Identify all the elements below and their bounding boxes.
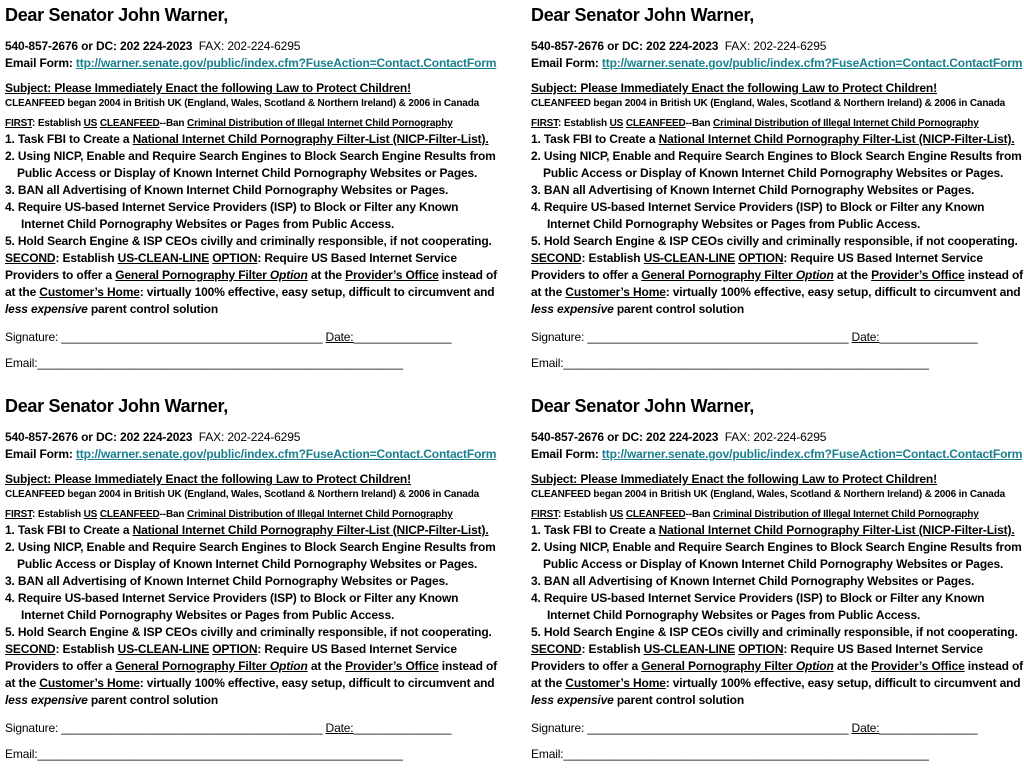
list-item	[5, 131, 505, 148]
email-line[interactable]: ________________________________________________________	[37, 747, 403, 761]
signature-row	[5, 720, 505, 737]
date-line[interactable]: _______________	[353, 721, 452, 735]
list-item: 4. Require US-based Internet Service Providers (ISP) to Block or Filter any Known	[5, 200, 459, 214]
first-text: : Establish	[558, 118, 610, 129]
item1-text: 1. Task FBI to Create a	[531, 132, 659, 146]
at-the-text-2: at the	[531, 285, 566, 299]
list-item: 2. Using NICP, Enable and Require Search Engines to Block Search Engine Results from	[5, 149, 496, 163]
providers-text: Providers to offer a	[5, 268, 116, 282]
subject-line: Subject: Please Immediately Enact the following Law to Protect Children!	[531, 81, 937, 95]
first-label: FIRST	[531, 509, 559, 520]
general-filter	[115, 659, 307, 673]
email-form-line	[5, 55, 505, 72]
second-line	[5, 641, 505, 658]
phone-number: 540-857-2676 or DC: 202 224-2023	[531, 39, 719, 53]
contact-phone-line	[5, 429, 505, 446]
at-the-text-2: at the	[531, 676, 566, 690]
phone-number: 540-857-2676 or DC: 202 224-2023	[5, 39, 193, 53]
option-italic: Option	[269, 268, 308, 282]
email-form-link[interactable]: ttp://warner.senate.gov/public/index.cfm?FuseAction=Contact.ContactForm	[75, 447, 497, 461]
email-label: Email:	[5, 356, 38, 370]
item1-text: 1. Task FBI to Create a	[531, 523, 659, 537]
signature-label: Signature:	[531, 330, 588, 344]
providers-line	[531, 658, 1024, 675]
second-text-b: : Require US Based Internet Service	[783, 642, 983, 656]
effective-text: : virtually 100% effective, easy setup, difficult to circumvent and	[139, 285, 495, 299]
less-expensive-line	[531, 301, 1024, 318]
list-item: 3. BAN all Advertising of Known Internet Child Pornography Websites or Pages.	[5, 183, 449, 197]
option-italic: Option	[269, 659, 308, 673]
letter-card	[5, 391, 505, 775]
less-expensive: less expensive	[531, 693, 614, 707]
contact-phone-line	[5, 38, 505, 55]
date-line[interactable]: _______________	[879, 330, 978, 344]
general-filter	[641, 268, 833, 282]
instead-of-text: instead of	[964, 659, 1023, 673]
less-expensive-line	[5, 692, 505, 709]
instead-of-text: instead of	[964, 268, 1023, 282]
fax-number: FAX: 202-224-6295	[198, 39, 301, 53]
nicp-filter-list: National Internet Child Pornography Filter-List (NICP-Filter-List).	[132, 523, 489, 537]
letter-title: Dear Senator John Warner,	[5, 396, 228, 416]
cleanfeed-label: CLEANFEED	[99, 509, 160, 520]
list-item-continuation: Public Access or Display of Known Internet Child Pornography Websites or Pages.	[543, 557, 1004, 571]
list-item: 3. BAN all Advertising of Known Internet Child Pornography Websites or Pages.	[5, 574, 449, 588]
list-item-continuation: Internet Child Pornography Websites or Pages from Public Access.	[21, 608, 395, 622]
list-item: 2. Using NICP, Enable and Require Search Engines to Block Search Engine Results from	[531, 149, 1022, 163]
second-text: : Establish	[55, 251, 118, 265]
list-item: 4. Require US-based Internet Service Providers (ISP) to Block or Filter any Known	[531, 200, 985, 214]
first-text: : Establish	[558, 509, 610, 520]
parent-control-text: parent control solution	[87, 302, 219, 316]
criminal-distribution: Criminal Distribution of Illegal Internet Child Pornography	[187, 118, 453, 129]
fax-number: FAX: 202-224-6295	[198, 430, 301, 444]
letter-title: Dear Senator John Warner,	[531, 396, 754, 416]
cleanfeed-note: CLEANFEED began 2004 in British UK (England, Wales, Scotland & Northern Ireland) & 2006 in Canada	[531, 489, 1006, 500]
less-expensive: less expensive	[531, 302, 614, 316]
list-item	[5, 522, 505, 539]
ban-text: --Ban	[685, 509, 714, 520]
signature-label: Signature:	[531, 721, 588, 735]
second-label: SECOND	[5, 642, 56, 656]
second-line	[5, 250, 505, 267]
criminal-distribution: Criminal Distribution of Illegal Internet Child Pornography	[713, 118, 979, 129]
email-row	[5, 746, 505, 763]
item1-text: 1. Task FBI to Create a	[5, 523, 133, 537]
fax-number: FAX: 202-224-6295	[724, 39, 827, 53]
ban-text: --Ban	[685, 118, 714, 129]
email-form-label: Email Form:	[531, 447, 599, 461]
list-item	[531, 131, 1024, 148]
first-label: FIRST	[5, 118, 33, 129]
second-text: : Establish	[55, 642, 118, 656]
criminal-distribution: Criminal Distribution of Illegal Internet Child Pornography	[187, 509, 453, 520]
parent-control-text: parent control solution	[613, 302, 745, 316]
signature-line[interactable]: ________________________________________	[61, 721, 323, 735]
first-line	[531, 117, 1024, 131]
email-row	[531, 355, 1024, 372]
cleanfeed-note: CLEANFEED began 2004 in British UK (England, Wales, Scotland & Northern Ireland) & 2006 in Canada	[5, 98, 480, 109]
date-label: Date:	[325, 330, 354, 344]
second-text-b: : Require US Based Internet Service	[257, 642, 457, 656]
at-the-text: at the	[307, 659, 346, 673]
at-the-text: at the	[833, 268, 872, 282]
list-item	[531, 522, 1024, 539]
us-clean-line: US-CLEAN-LINE	[643, 251, 736, 265]
first-label: FIRST	[531, 118, 559, 129]
general-filter-text: General Pornography Filter	[115, 659, 270, 673]
letter-title: Dear Senator John Warner,	[531, 5, 754, 25]
date-label: Date:	[325, 721, 354, 735]
customers-line	[5, 675, 505, 692]
nicp-filter-list: National Internet Child Pornography Filter-List (NICP-Filter-List).	[658, 523, 1015, 537]
us-clean-line: US-CLEAN-LINE	[643, 642, 736, 656]
providers-text: Providers to offer a	[531, 268, 642, 282]
option-label: OPTION	[212, 642, 258, 656]
us-label: US	[609, 118, 624, 129]
signature-label: Signature:	[5, 721, 62, 735]
letter-card	[531, 0, 1024, 384]
instead-of-text: instead of	[438, 268, 497, 282]
list-item-continuation: Public Access or Display of Known Internet Child Pornography Websites or Pages.	[17, 166, 478, 180]
email-form-line	[531, 55, 1024, 72]
first-label: FIRST	[5, 509, 33, 520]
signature-line[interactable]: ________________________________________	[587, 330, 849, 344]
list-item-continuation: Internet Child Pornography Websites or Pages from Public Access.	[547, 217, 921, 231]
nicp-filter-list: National Internet Child Pornography Filter-List (NICP-Filter-List).	[658, 132, 1015, 146]
list-item-continuation: Internet Child Pornography Websites or Pages from Public Access.	[547, 608, 921, 622]
subject-line: Subject: Please Immediately Enact the following Law to Protect Children!	[5, 472, 411, 486]
date-label: Date:	[851, 330, 880, 344]
subject-line: Subject: Please Immediately Enact the following Law to Protect Children!	[5, 81, 411, 95]
second-text: : Establish	[581, 251, 644, 265]
customers-line	[531, 284, 1024, 301]
email-label: Email:	[5, 747, 38, 761]
list-item: 5. Hold Search Engine & ISP CEOs civilly and criminally responsible, if not cooperating.	[531, 234, 1018, 248]
second-text: : Establish	[581, 642, 644, 656]
list-item: 5. Hold Search Engine & ISP CEOs civilly and criminally responsible, if not cooperating.	[5, 234, 492, 248]
providers-text: Providers to offer a	[5, 659, 116, 673]
second-label: SECOND	[5, 251, 56, 265]
less-expensive-line	[531, 692, 1024, 709]
second-label: SECOND	[531, 642, 582, 656]
providers-office: Provider’s Office	[871, 268, 965, 282]
email-form-link[interactable]: ttp://warner.senate.gov/public/index.cfm?FuseAction=Contact.ContactForm	[601, 56, 1023, 70]
less-expensive: less expensive	[5, 693, 88, 707]
date-line[interactable]: _______________	[879, 721, 978, 735]
email-form-link[interactable]: ttp://warner.senate.gov/public/index.cfm?FuseAction=Contact.ContactForm	[601, 447, 1023, 461]
effective-text: : virtually 100% effective, easy setup, difficult to circumvent and	[665, 676, 1021, 690]
customers-home: Customer’s Home	[39, 285, 140, 299]
customers-home: Customer’s Home	[565, 285, 666, 299]
customers-line	[531, 675, 1024, 692]
providers-line	[531, 267, 1024, 284]
cleanfeed-label: CLEANFEED	[99, 118, 160, 129]
general-filter-text: General Pornography Filter	[641, 659, 796, 673]
option-italic: Option	[795, 268, 834, 282]
list-item: 4. Require US-based Internet Service Providers (ISP) to Block or Filter any Known	[5, 591, 459, 605]
letter-card	[531, 391, 1024, 775]
cleanfeed-label: CLEANFEED	[625, 118, 686, 129]
providers-office: Provider’s Office	[345, 659, 439, 673]
date-label: Date:	[851, 721, 880, 735]
cleanfeed-label: CLEANFEED	[625, 509, 686, 520]
list-item-continuation: Internet Child Pornography Websites or Pages from Public Access.	[21, 217, 395, 231]
us-label: US	[609, 509, 624, 520]
list-item-continuation: Public Access or Display of Known Internet Child Pornography Websites or Pages.	[543, 166, 1004, 180]
effective-text: : virtually 100% effective, easy setup, difficult to circumvent and	[139, 676, 495, 690]
email-form-label: Email Form:	[5, 447, 73, 461]
list-item: 2. Using NICP, Enable and Require Search Engines to Block Search Engine Results from	[531, 540, 1022, 554]
second-text-b: : Require US Based Internet Service	[783, 251, 983, 265]
first-line	[5, 508, 505, 522]
customers-home: Customer’s Home	[39, 676, 140, 690]
option-label: OPTION	[212, 251, 258, 265]
nicp-filter-list: National Internet Child Pornography Filter-List (NICP-Filter-List).	[132, 132, 489, 146]
list-item: 5. Hold Search Engine & ISP CEOs civilly and criminally responsible, if not cooperating.	[531, 625, 1018, 639]
signature-row	[531, 720, 1024, 737]
us-label: US	[83, 509, 98, 520]
email-label: Email:	[531, 356, 564, 370]
less-expensive-line	[5, 301, 505, 318]
parent-control-text: parent control solution	[613, 693, 745, 707]
option-italic: Option	[795, 659, 834, 673]
email-form-link[interactable]: ttp://warner.senate.gov/public/index.cfm?FuseAction=Contact.ContactForm	[75, 56, 497, 70]
phone-number: 540-857-2676 or DC: 202 224-2023	[531, 430, 719, 444]
us-clean-line: US-CLEAN-LINE	[117, 642, 210, 656]
first-text: : Establish	[32, 509, 84, 520]
signature-row	[5, 329, 505, 346]
list-item-continuation: Public Access or Display of Known Internet Child Pornography Websites or Pages.	[17, 557, 478, 571]
cleanfeed-note: CLEANFEED began 2004 in British UK (England, Wales, Scotland & Northern Ireland) & 2006 in Canada	[531, 98, 1006, 109]
option-label: OPTION	[738, 642, 784, 656]
cleanfeed-note: CLEANFEED began 2004 in British UK (England, Wales, Scotland & Northern Ireland) & 2006 in Canada	[5, 489, 480, 500]
option-label: OPTION	[738, 251, 784, 265]
email-form-line	[5, 446, 505, 463]
signature-line[interactable]: ________________________________________	[587, 721, 849, 735]
list-item: 3. BAN all Advertising of Known Internet Child Pornography Websites or Pages.	[531, 574, 975, 588]
date-line[interactable]: _______________	[353, 330, 452, 344]
letter-card	[5, 0, 505, 384]
effective-text: : virtually 100% effective, easy setup, difficult to circumvent and	[665, 285, 1021, 299]
email-row	[5, 355, 505, 372]
us-label: US	[83, 118, 98, 129]
contact-phone-line	[531, 38, 1024, 55]
first-line	[5, 117, 505, 131]
signature-label: Signature:	[5, 330, 62, 344]
letter-title: Dear Senator John Warner,	[5, 5, 228, 25]
customers-line	[5, 284, 505, 301]
ban-text: --Ban	[159, 509, 188, 520]
at-the-text: at the	[307, 268, 346, 282]
second-line	[531, 250, 1024, 267]
list-item: 5. Hold Search Engine & ISP CEOs civilly and criminally responsible, if not cooperating.	[5, 625, 492, 639]
subject-line: Subject: Please Immediately Enact the following Law to Protect Children!	[531, 472, 937, 486]
list-item: 3. BAN all Advertising of Known Internet Child Pornography Websites or Pages.	[531, 183, 975, 197]
email-form-line	[531, 446, 1024, 463]
at-the-text-2: at the	[5, 285, 40, 299]
first-line	[531, 508, 1024, 522]
email-form-label: Email Form:	[531, 56, 599, 70]
at-the-text: at the	[833, 659, 872, 673]
general-filter	[641, 659, 833, 673]
signature-row	[531, 329, 1024, 346]
providers-line	[5, 267, 505, 284]
customers-home: Customer’s Home	[565, 676, 666, 690]
parent-control-text: parent control solution	[87, 693, 219, 707]
item1-text: 1. Task FBI to Create a	[5, 132, 133, 146]
less-expensive: less expensive	[5, 302, 88, 316]
instead-of-text: instead of	[438, 659, 497, 673]
ban-text: --Ban	[159, 118, 188, 129]
list-item: 4. Require US-based Internet Service Providers (ISP) to Block or Filter any Known	[531, 591, 985, 605]
general-filter-text: General Pornography Filter	[115, 268, 270, 282]
at-the-text-2: at the	[5, 676, 40, 690]
signature-line[interactable]: ________________________________________	[61, 330, 323, 344]
email-line[interactable]: ________________________________________________________	[563, 356, 929, 370]
contact-phone-line	[531, 429, 1024, 446]
criminal-distribution: Criminal Distribution of Illegal Internet Child Pornography	[713, 509, 979, 520]
us-clean-line: US-CLEAN-LINE	[117, 251, 210, 265]
list-item: 2. Using NICP, Enable and Require Search Engines to Block Search Engine Results from	[5, 540, 496, 554]
email-label: Email:	[531, 747, 564, 761]
general-filter	[115, 268, 307, 282]
second-text-b: : Require US Based Internet Service	[257, 251, 457, 265]
fax-number: FAX: 202-224-6295	[724, 430, 827, 444]
email-line[interactable]: ________________________________________________________	[37, 356, 403, 370]
email-row	[531, 746, 1024, 763]
providers-line	[5, 658, 505, 675]
providers-text: Providers to offer a	[531, 659, 642, 673]
second-label: SECOND	[531, 251, 582, 265]
providers-office: Provider’s Office	[871, 659, 965, 673]
general-filter-text: General Pornography Filter	[641, 268, 796, 282]
phone-number: 540-857-2676 or DC: 202 224-2023	[5, 430, 193, 444]
first-text: : Establish	[32, 118, 84, 129]
second-line	[531, 641, 1024, 658]
email-line[interactable]: ________________________________________________________	[563, 747, 929, 761]
providers-office: Provider’s Office	[345, 268, 439, 282]
email-form-label: Email Form:	[5, 56, 73, 70]
